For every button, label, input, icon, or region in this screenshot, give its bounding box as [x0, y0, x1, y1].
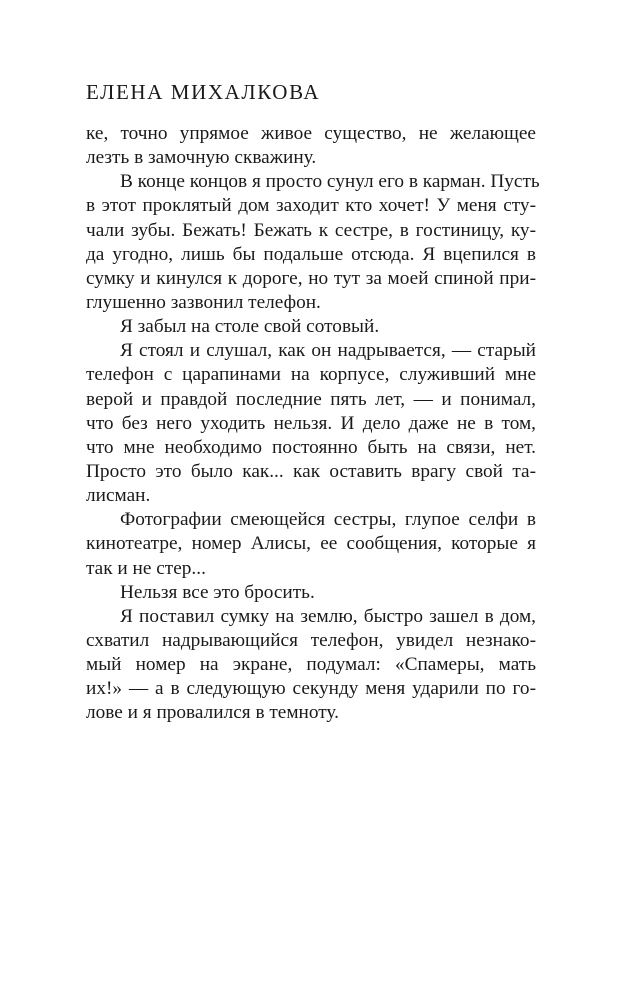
text-line: глушенно зазвонил телефон.	[86, 291, 321, 313]
text-line: лисман.	[86, 485, 151, 507]
text-line: Просто это было как... как оставить врагу свой та-	[86, 460, 536, 482]
text-line: что мне необходимо постоянно быть на связи, нет.	[86, 436, 536, 458]
text-line: чали зубы. Бежать! Бежать к сестре, в гостиницу, ку-	[86, 219, 536, 241]
text-line: Я забыл на столе свой сотовый.	[120, 316, 380, 338]
text-line: ке, точно упрямое живое существо, не желающее	[86, 123, 536, 144]
text-line: схватил надрывающийся телефон, увидел незнако-	[86, 629, 536, 651]
text-line: да угодно, лишь бы подальше отсюда. Я вцепился в	[86, 243, 536, 265]
text-line: мый номер на экране, подумал: «Спамеры, мать	[86, 654, 536, 676]
text-line: Я стоял и слушал, как он надрывается, — старый	[120, 340, 536, 362]
text-line: Я поставил сумку на землю, быстро зашел в дом,	[120, 605, 536, 627]
text-line: так и не стер...	[86, 557, 206, 579]
body-text	[86, 122, 540, 726]
text-line: Фотографии смеющейся сестры, глупое селфи в	[120, 509, 536, 531]
text-line: лезть в замочную скважину.	[86, 147, 317, 169]
text-line: В конце концов я просто сунул его в карман. Пусть	[120, 171, 540, 193]
text-line: верой и правдой последние пять лет, — и понимал,	[86, 388, 536, 410]
running-head-author: ЕЛЕНА МИХАЛКОВА	[86, 80, 321, 104]
text-line: сумку и кинулся к дороге, но тут за моей спиной при-	[86, 267, 536, 289]
text-line: телефон с царапинами на корпусе, служивший мне	[86, 364, 536, 386]
text-line: Нельзя все это бросить.	[120, 581, 315, 603]
text-line: в этот проклятый дом заходит кто хочет! У меня сту-	[86, 195, 536, 217]
text-line: кинотеатре, номер Алисы, ее сообщения, которые я	[86, 533, 536, 555]
text-line: их!» — а в следующую секунду меня ударили по го-	[86, 678, 536, 700]
text-line: лове и я провалился в темноту.	[86, 702, 339, 724]
text-line: что без него уходить нельзя. И дело даже не в том,	[86, 412, 536, 434]
